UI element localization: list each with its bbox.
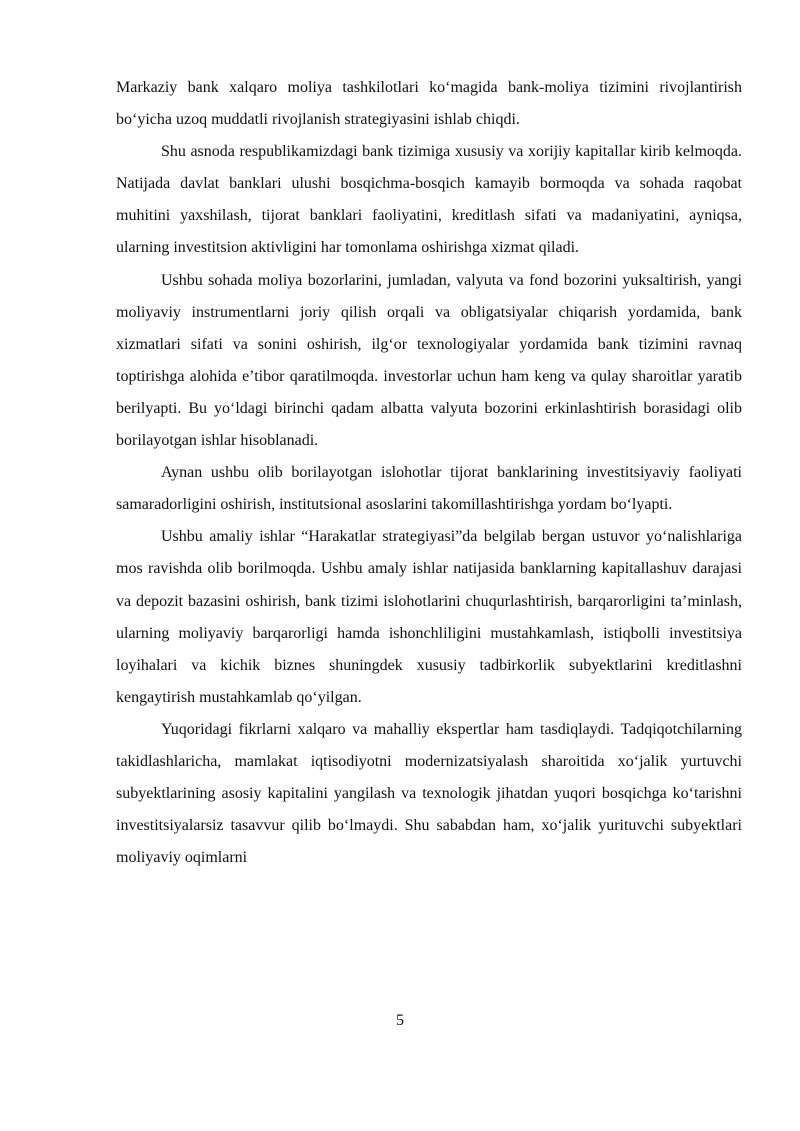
paragraph-1: Markaziy bank xalqaro moliya tashkilotlari koʻmagida bank-moliya tizimini rivojlantirish boʻyicha uzoq muddatli rivojlanish strategiyasini ishlab chiqdi. <box>116 79 742 129</box>
paragraph-5: Ushbu amaliy ishlar “Harakatlar strategiyasi”da belgilab bergan ustuvor yoʻnalishlariga mos ravishda olib borilmoqda. Ushbu amaly ishlar natijasida banklarning kapitallashuv darajasi va depozit bazasini oshirish, bank tizimi islohotlarini chuqurlashtirish, barqarorligini ta’minlash, ularning moliyaviy barqarorligi hamda ishonchliligini mustahkamlash, istiqbolli investitsiya loyihalari va kichik biznes shuningdek xususiy tadbirkorlik subyektlarini kreditlashni kengaytirish mustahkamlab qoʻyilgan. <box>116 528 742 706</box>
page-number: 5 <box>396 1012 404 1029</box>
paragraph-3: Ushbu sohada moliya bozorlarini, jumladan, valyuta va fond bozorini yuksaltirish, yangi moliyaviy instrumentlarni joriy qilish orqali va obligatsiyalar chiqarish yordamida, bank xizmatlari sifati va sonini oshirish, ilgʻor texnologiyalar yordamida bank tizimini ravnaq toptirishga alohida e’tibor qaratilmoqda. investorlar uchun ham keng va qulay sharoitlar yaratib berilyapti. Bu yoʻldagi birinchi qadam albatta valyuta bozorini erkinlashtirish borasidagi olib borilayotgan ishlar hisoblanadi. <box>116 271 742 450</box>
body-text <box>116 72 742 874</box>
paragraph-2: Shu asnoda respublikamizdagi bank tizimiga xususiy va xorijiy kapitallar kirib kelmoqda. Natijada davlat banklari ulushi bosqichma-bosqich kamayib bormoqda va sohada raqobat muhitini yaxshilash, tijorat banklari faoliyatini, kreditlash sifati va madaniyatini, ayniqsa, ularning investitsion aktivligini har tomonlama oshirishga xizmat qiladi. <box>116 143 742 257</box>
paragraph-4: Aynan ushbu olib borilayotgan islohotlar tijorat banklarining investitsiyaviy faoliyati samaradorligini oshirish, institutsional asoslarini takomillashtirishga yordam boʻlyapti. <box>116 464 742 514</box>
paragraph-6: Yuqoridagi fikrlarni xalqaro va mahalliy ekspertlar ham tasdiqlaydi. Tadqiqotchilarning takidlashlaricha, mamlakat iqtisodiyotni modernizatsiyalash sharoitida xoʻjalik yurtuvchi subyektlarining asosiy kapitalini yangilash va texnologik jihatdan yuqori bosqichga koʻtarishni investitsiyalarsiz tasavvur qilib boʻlmaydi. Shu sababdan ham, xoʻjalik yurituvchi subyektlari moliyaviy oqimlarni <box>116 720 742 867</box>
